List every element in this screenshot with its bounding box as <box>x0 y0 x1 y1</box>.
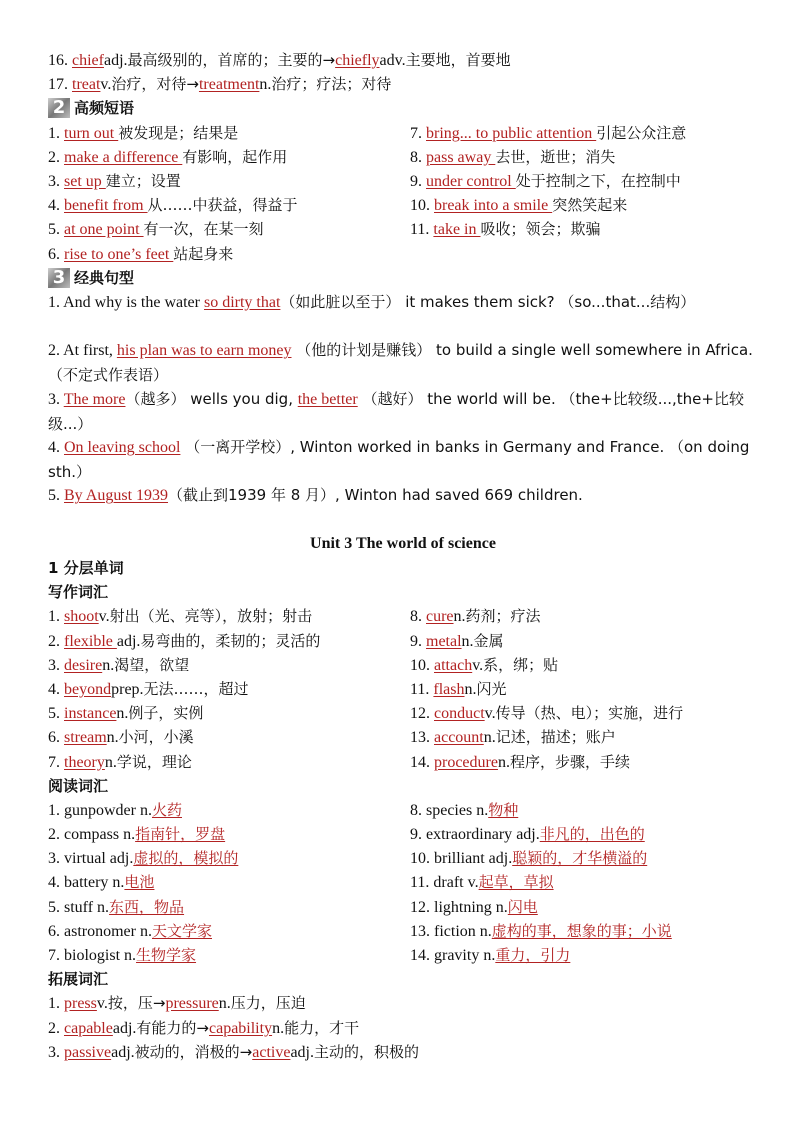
part-of-speech: adv. <box>379 52 406 69</box>
section-heading-phrases <box>48 96 758 120</box>
item-number: 11. <box>410 680 434 698</box>
meaning: 突然笑起来 <box>552 196 628 215</box>
meaning: 系，绑；贴 <box>483 655 559 674</box>
answer-phrase: at one point <box>64 221 144 239</box>
phrases-right-column <box>410 121 758 266</box>
sentence-1 <box>48 290 758 338</box>
part-of-speech: adj. <box>109 850 134 868</box>
answer-phrase: break into a smile <box>434 197 553 215</box>
section-title: 高频短语 <box>74 99 135 118</box>
part-of-speech: n. <box>139 922 152 940</box>
vocab-item <box>48 629 410 653</box>
phrases-left-column <box>48 121 410 266</box>
sentence-text: 3. <box>48 390 64 408</box>
writing-block <box>48 604 758 773</box>
vocab-pair-item <box>48 72 758 96</box>
answer-meaning: 闪电 <box>507 897 538 916</box>
item-number: 8. <box>410 801 426 819</box>
meaning: 有影响，起作用 <box>182 147 288 166</box>
meaning: 有一次，在某一刻 <box>143 220 264 239</box>
item-number: 6. <box>48 245 64 263</box>
phrases-block <box>48 121 758 266</box>
vocab-item <box>48 653 410 677</box>
answer-phrase: under control <box>426 172 516 190</box>
answer-phrase: make a difference <box>64 148 183 166</box>
sentence-text: （越多） wells you dig, <box>125 389 298 408</box>
item-number: 9. <box>410 826 426 844</box>
answer-word: theory <box>64 753 105 771</box>
english-word: gunpowder <box>64 801 140 819</box>
section-number-badge: 2 <box>48 98 70 118</box>
sentence-answer: so dirty that <box>203 293 281 311</box>
item-number: 7. <box>48 753 64 771</box>
part-of-speech: adj. <box>116 632 141 650</box>
answer-phrase: rise to one’s feet <box>64 245 174 263</box>
part-of-speech: n. <box>218 995 231 1013</box>
item-number: 3. <box>48 1043 64 1061</box>
part-of-speech: v. <box>472 656 484 674</box>
sentence-text: 2. At first, <box>48 342 117 360</box>
sentence-5 <box>48 483 758 507</box>
answer-word: capability <box>208 1019 273 1037</box>
part-of-speech: v. <box>484 705 496 723</box>
answer-word: chiefly <box>335 52 380 69</box>
part-of-speech: adj. <box>103 52 128 69</box>
answer-meaning: 天文学家 <box>151 921 212 940</box>
vocab-item <box>48 604 410 628</box>
sentence-answer: The more <box>63 390 126 408</box>
item-number: 13. <box>410 922 434 940</box>
vocab-pair-item <box>48 1016 758 1040</box>
answer-meaning: 物种 <box>488 800 519 819</box>
item-number: 9. <box>410 172 426 190</box>
vocab-item <box>410 653 758 677</box>
phrase-item <box>48 193 410 217</box>
meaning: 去世，逝世；消失 <box>495 147 616 166</box>
phrase-item <box>48 145 410 169</box>
meaning: 最高级别的，首席的；主要的→ <box>127 51 336 69</box>
top-vocab-list <box>48 48 758 96</box>
answer-meaning: 虚构的事，想象的事；小说 <box>491 921 672 940</box>
item-number: 5. <box>48 898 64 916</box>
vocab-item <box>48 750 410 774</box>
item-number: 11. <box>410 221 434 239</box>
phrase-item <box>48 217 410 241</box>
sentence-text: （越好） the world will be. （the+比较级...,the+比较级...） <box>48 389 744 433</box>
answer-word: pressure <box>165 995 219 1013</box>
phrase-item <box>410 169 758 193</box>
meaning: 主动的，积极的 <box>313 1042 419 1061</box>
vocab-item <box>48 725 410 749</box>
item-number: 10. <box>410 197 434 215</box>
answer-meaning: 起草，草拟 <box>478 873 554 892</box>
part-of-speech: n. <box>272 1019 285 1037</box>
item-number: 3. <box>48 850 64 868</box>
item-number: 6. <box>48 922 64 940</box>
part-of-speech: n. <box>106 729 119 747</box>
meaning: 无法……，超过 <box>143 679 249 698</box>
answer-word: capable <box>64 1019 113 1037</box>
sentence-4 <box>48 435 758 483</box>
meaning: 记述，描述；账户 <box>495 728 616 747</box>
vocab-item <box>48 870 410 894</box>
meaning: 有能力的→ <box>136 1018 209 1037</box>
answer-word: chief <box>72 52 104 69</box>
meaning: 主要地，首要地 <box>405 51 511 69</box>
meaning: 处于控制之下，在控制中 <box>515 171 681 190</box>
vocab-item <box>410 822 758 846</box>
answer-meaning: 聪颖的，才华横溢的 <box>512 849 648 868</box>
vocab-item <box>410 725 758 749</box>
english-word: compass <box>64 826 124 844</box>
answer-word: shoot <box>64 608 99 626</box>
meaning: 闪光 <box>476 679 507 698</box>
meaning: 治疗，对待→ <box>111 75 199 94</box>
sentence-text: 5. <box>48 487 64 505</box>
answer-phrase: turn out <box>64 124 119 142</box>
english-word: brilliant <box>434 850 489 868</box>
part-of-speech: n. <box>483 729 496 747</box>
vocab-item <box>410 846 758 870</box>
expand-heading: 拓展词汇 <box>48 970 109 989</box>
vocab-item <box>48 943 410 967</box>
part-of-speech: n. <box>479 922 492 940</box>
item-number: 3. <box>48 656 64 674</box>
reading-heading: 阅读词汇 <box>48 776 109 795</box>
answer-meaning: 重力，引力 <box>495 946 571 964</box>
vocab-item <box>410 798 758 822</box>
vocab-item <box>410 604 758 628</box>
vocab-item <box>410 750 758 774</box>
part-of-speech: n. <box>139 801 152 819</box>
answer-word: desire <box>64 656 103 674</box>
item-number: 9. <box>410 632 426 650</box>
sentence-text: （截止到1939 年 8 月）, Winton had saved 669 children. <box>168 486 583 505</box>
answer-word: account <box>434 729 484 747</box>
part-of-speech: n. <box>104 753 117 771</box>
item-number: 2. <box>48 148 64 166</box>
part-of-speech: n. <box>116 705 129 723</box>
item-number: 8. <box>410 148 426 166</box>
section-heading-sentences <box>48 266 758 290</box>
vocab-item <box>410 943 758 967</box>
english-word: extraordinary <box>426 826 517 844</box>
vocab-item <box>48 677 410 701</box>
item-number: 12. <box>410 705 434 723</box>
item-number: 8. <box>410 608 426 626</box>
phrase-item <box>48 169 410 193</box>
sentence-2 <box>48 338 758 386</box>
answer-word: attach <box>434 656 473 674</box>
sentence-text: 1. And why is the water <box>48 293 204 311</box>
meaning: 被发现是；结果是 <box>118 123 239 142</box>
meaning: 学说，理论 <box>116 752 192 771</box>
english-word: astronomer <box>64 922 140 940</box>
part-of-speech: n. <box>123 826 136 844</box>
answer-word: stream <box>64 729 107 747</box>
sentence-answer: On leaving school <box>64 439 181 457</box>
meaning: 射出（光、亮等），放射；射击 <box>109 607 313 626</box>
meaning: 易弯曲的，柔韧的；灵活的 <box>140 631 321 650</box>
answer-word: conduct <box>434 705 485 723</box>
document-page <box>48 48 758 1064</box>
part-of-speech: n. <box>102 656 115 674</box>
english-word: biologist <box>64 947 125 964</box>
meaning: 例子，实例 <box>128 704 204 723</box>
part-of-speech: v. <box>96 995 108 1013</box>
meaning: 能力，才干 <box>284 1018 360 1037</box>
item-number: 2. <box>48 632 64 650</box>
answer-phrase: pass away <box>426 148 496 166</box>
phrase-item <box>410 145 758 169</box>
expand-vocab-list <box>48 991 758 1064</box>
vocab-item <box>410 677 758 701</box>
item-number: 1. <box>48 801 64 819</box>
unit-title: Unit 3 The world of science <box>310 534 496 552</box>
part-of-speech: adj. <box>516 826 540 844</box>
sentence-answer: the better <box>297 390 358 408</box>
answer-word: cure <box>426 608 454 626</box>
sentence-text: （他的计划是赚钱） to build a single well somewhere in Africa. （不定式作表语） <box>48 341 753 385</box>
answer-phrase: benefit from <box>64 197 148 215</box>
vocab-item <box>410 919 758 943</box>
vocab-item <box>410 895 758 919</box>
english-word: draft <box>433 874 468 892</box>
part-of-speech: v. <box>98 608 110 626</box>
answer-word: procedure <box>434 753 498 771</box>
item-number: 4. <box>48 680 64 698</box>
part-of-speech: prep. <box>111 680 144 698</box>
meaning: 被动的，消极的→ <box>134 1042 253 1061</box>
english-word: virtual <box>64 850 110 868</box>
english-word: species <box>426 801 477 819</box>
phrase-item <box>410 217 758 241</box>
answer-word: metal <box>426 632 462 650</box>
english-word: stuff <box>64 898 98 916</box>
meaning: 按，压→ <box>107 994 166 1013</box>
meaning: 渴望，欲望 <box>114 655 190 674</box>
section-title: 经典句型 <box>74 268 135 287</box>
meaning: 金属 <box>473 631 504 650</box>
item-number: 14. <box>410 947 434 964</box>
part-of-speech: n. <box>483 947 496 964</box>
english-word: fiction <box>434 922 480 940</box>
vocab-pair-item <box>48 1040 758 1064</box>
part-of-speech: adj. <box>488 850 513 868</box>
vocab-item <box>48 822 410 846</box>
vocab-item <box>48 798 410 822</box>
part-of-speech: n. <box>453 608 466 626</box>
vocab-item <box>48 701 410 725</box>
writing-heading: 写作词汇 <box>48 583 109 602</box>
meaning: 程序，步骤，手续 <box>509 752 630 771</box>
english-word: lightning <box>434 898 496 916</box>
item-number: 5. <box>48 705 64 723</box>
answer-phrase: set up <box>64 172 106 190</box>
part-of-speech: n. <box>461 632 474 650</box>
part-of-speech: n. <box>497 753 510 771</box>
meaning: 小河，小溪 <box>118 728 194 747</box>
item-number: 11. <box>410 874 434 892</box>
meaning: 传导（热、电）；实施，进行 <box>495 704 684 723</box>
answer-word: passive <box>64 1043 112 1061</box>
reading-right-column <box>410 798 758 967</box>
meaning: 压力，压迫 <box>230 994 306 1013</box>
item-number: 13. <box>410 729 434 747</box>
item-number: 10. <box>410 850 434 868</box>
item-number: 2. <box>48 1019 64 1037</box>
layer-heading: 1 分层单词 <box>48 559 124 577</box>
item-number: 14. <box>410 753 434 771</box>
answer-word: treat <box>72 76 101 94</box>
sentence-3 <box>48 387 758 435</box>
part-of-speech: n. <box>464 680 477 698</box>
answer-word: active <box>252 1043 291 1061</box>
part-of-speech: adj. <box>112 1019 137 1037</box>
item-number: 5. <box>48 221 64 239</box>
item-number: 17. <box>48 76 72 94</box>
answer-meaning: 电池 <box>124 873 155 892</box>
answer-meaning: 东西，物品 <box>109 897 185 916</box>
answer-meaning: 生物学家 <box>136 946 197 964</box>
item-number: 2. <box>48 826 64 844</box>
phrase-item <box>410 193 758 217</box>
vocab-item <box>48 895 410 919</box>
item-number: 4. <box>48 874 64 892</box>
vocab-item <box>410 701 758 725</box>
meaning: 吸收；领会；欺骗 <box>480 220 601 239</box>
section-number-badge: 3 <box>48 268 70 288</box>
item-number: 7. <box>410 124 426 142</box>
item-number: 1. <box>48 608 64 626</box>
item-number: 1. <box>48 995 64 1013</box>
item-number: 1. <box>48 124 64 142</box>
answer-meaning: 非凡的，出色的 <box>539 825 645 844</box>
meaning: 从……中获益，得益于 <box>147 196 298 215</box>
part-of-speech: adj. <box>290 1043 314 1061</box>
vocab-item <box>48 919 410 943</box>
part-of-speech: v. <box>467 874 479 892</box>
vocab-item <box>410 629 758 653</box>
part-of-speech: n. <box>112 874 125 892</box>
vocab-pair-item <box>48 991 758 1015</box>
item-number: 4. <box>48 197 64 215</box>
part-of-speech: n. <box>97 898 110 916</box>
answer-phrase: take in <box>433 221 481 239</box>
answer-meaning: 指南针，罗盘 <box>135 825 226 844</box>
answer-word: instance <box>64 705 117 723</box>
answer-word: treatment <box>198 76 260 94</box>
answer-meaning: 虚拟的，模拟的 <box>133 849 239 868</box>
english-word: battery <box>64 874 113 892</box>
meaning: 治疗；疗法；对待 <box>271 75 392 94</box>
item-number: 10. <box>410 656 434 674</box>
item-number: 6. <box>48 729 64 747</box>
english-word: gravity <box>434 947 484 964</box>
writing-left-column <box>48 604 410 773</box>
item-number: 3. <box>48 172 64 190</box>
meaning: 站起身来 <box>173 244 234 263</box>
vocab-item <box>48 846 410 870</box>
reading-block <box>48 798 758 967</box>
vocab-item <box>410 870 758 894</box>
meaning: 建立；设置 <box>105 171 181 190</box>
answer-word: press <box>64 995 97 1013</box>
part-of-speech: n. <box>124 947 137 964</box>
writing-right-column <box>410 604 758 773</box>
meaning: 引起公众注意 <box>596 123 687 142</box>
sentence-text: 4. <box>48 439 64 457</box>
answer-word: flash <box>433 680 465 698</box>
item-number: 16. <box>48 52 72 69</box>
part-of-speech: v. <box>100 76 112 94</box>
sentence-text: （如此脏以至于） it makes them sick? （so...that...结构） <box>280 292 696 311</box>
part-of-speech: n. <box>259 76 272 94</box>
answer-meaning: 火药 <box>151 800 182 819</box>
answer-word: flexible <box>64 632 117 650</box>
reading-left-column <box>48 798 410 967</box>
phrase-item <box>410 121 758 145</box>
part-of-speech: adj. <box>111 1043 135 1061</box>
answer-word: beyond <box>64 680 112 698</box>
meaning: 药剂；疗法 <box>465 607 541 626</box>
sentence-answer: his plan was to earn money <box>116 342 292 360</box>
sentence-text: （一离开学校）, Winton worked in banks in Germany and France. （on doing sth.） <box>48 438 750 482</box>
sentence-answer: By August 1939 <box>64 487 169 505</box>
phrase-item <box>48 242 410 266</box>
item-number: 12. <box>410 898 434 916</box>
item-number: 7. <box>48 947 64 964</box>
answer-phrase: bring... to public attention <box>426 124 597 142</box>
vocab-pair-item <box>48 48 758 72</box>
part-of-speech: n. <box>476 801 489 819</box>
phrase-item <box>48 121 410 145</box>
part-of-speech: n. <box>495 898 508 916</box>
